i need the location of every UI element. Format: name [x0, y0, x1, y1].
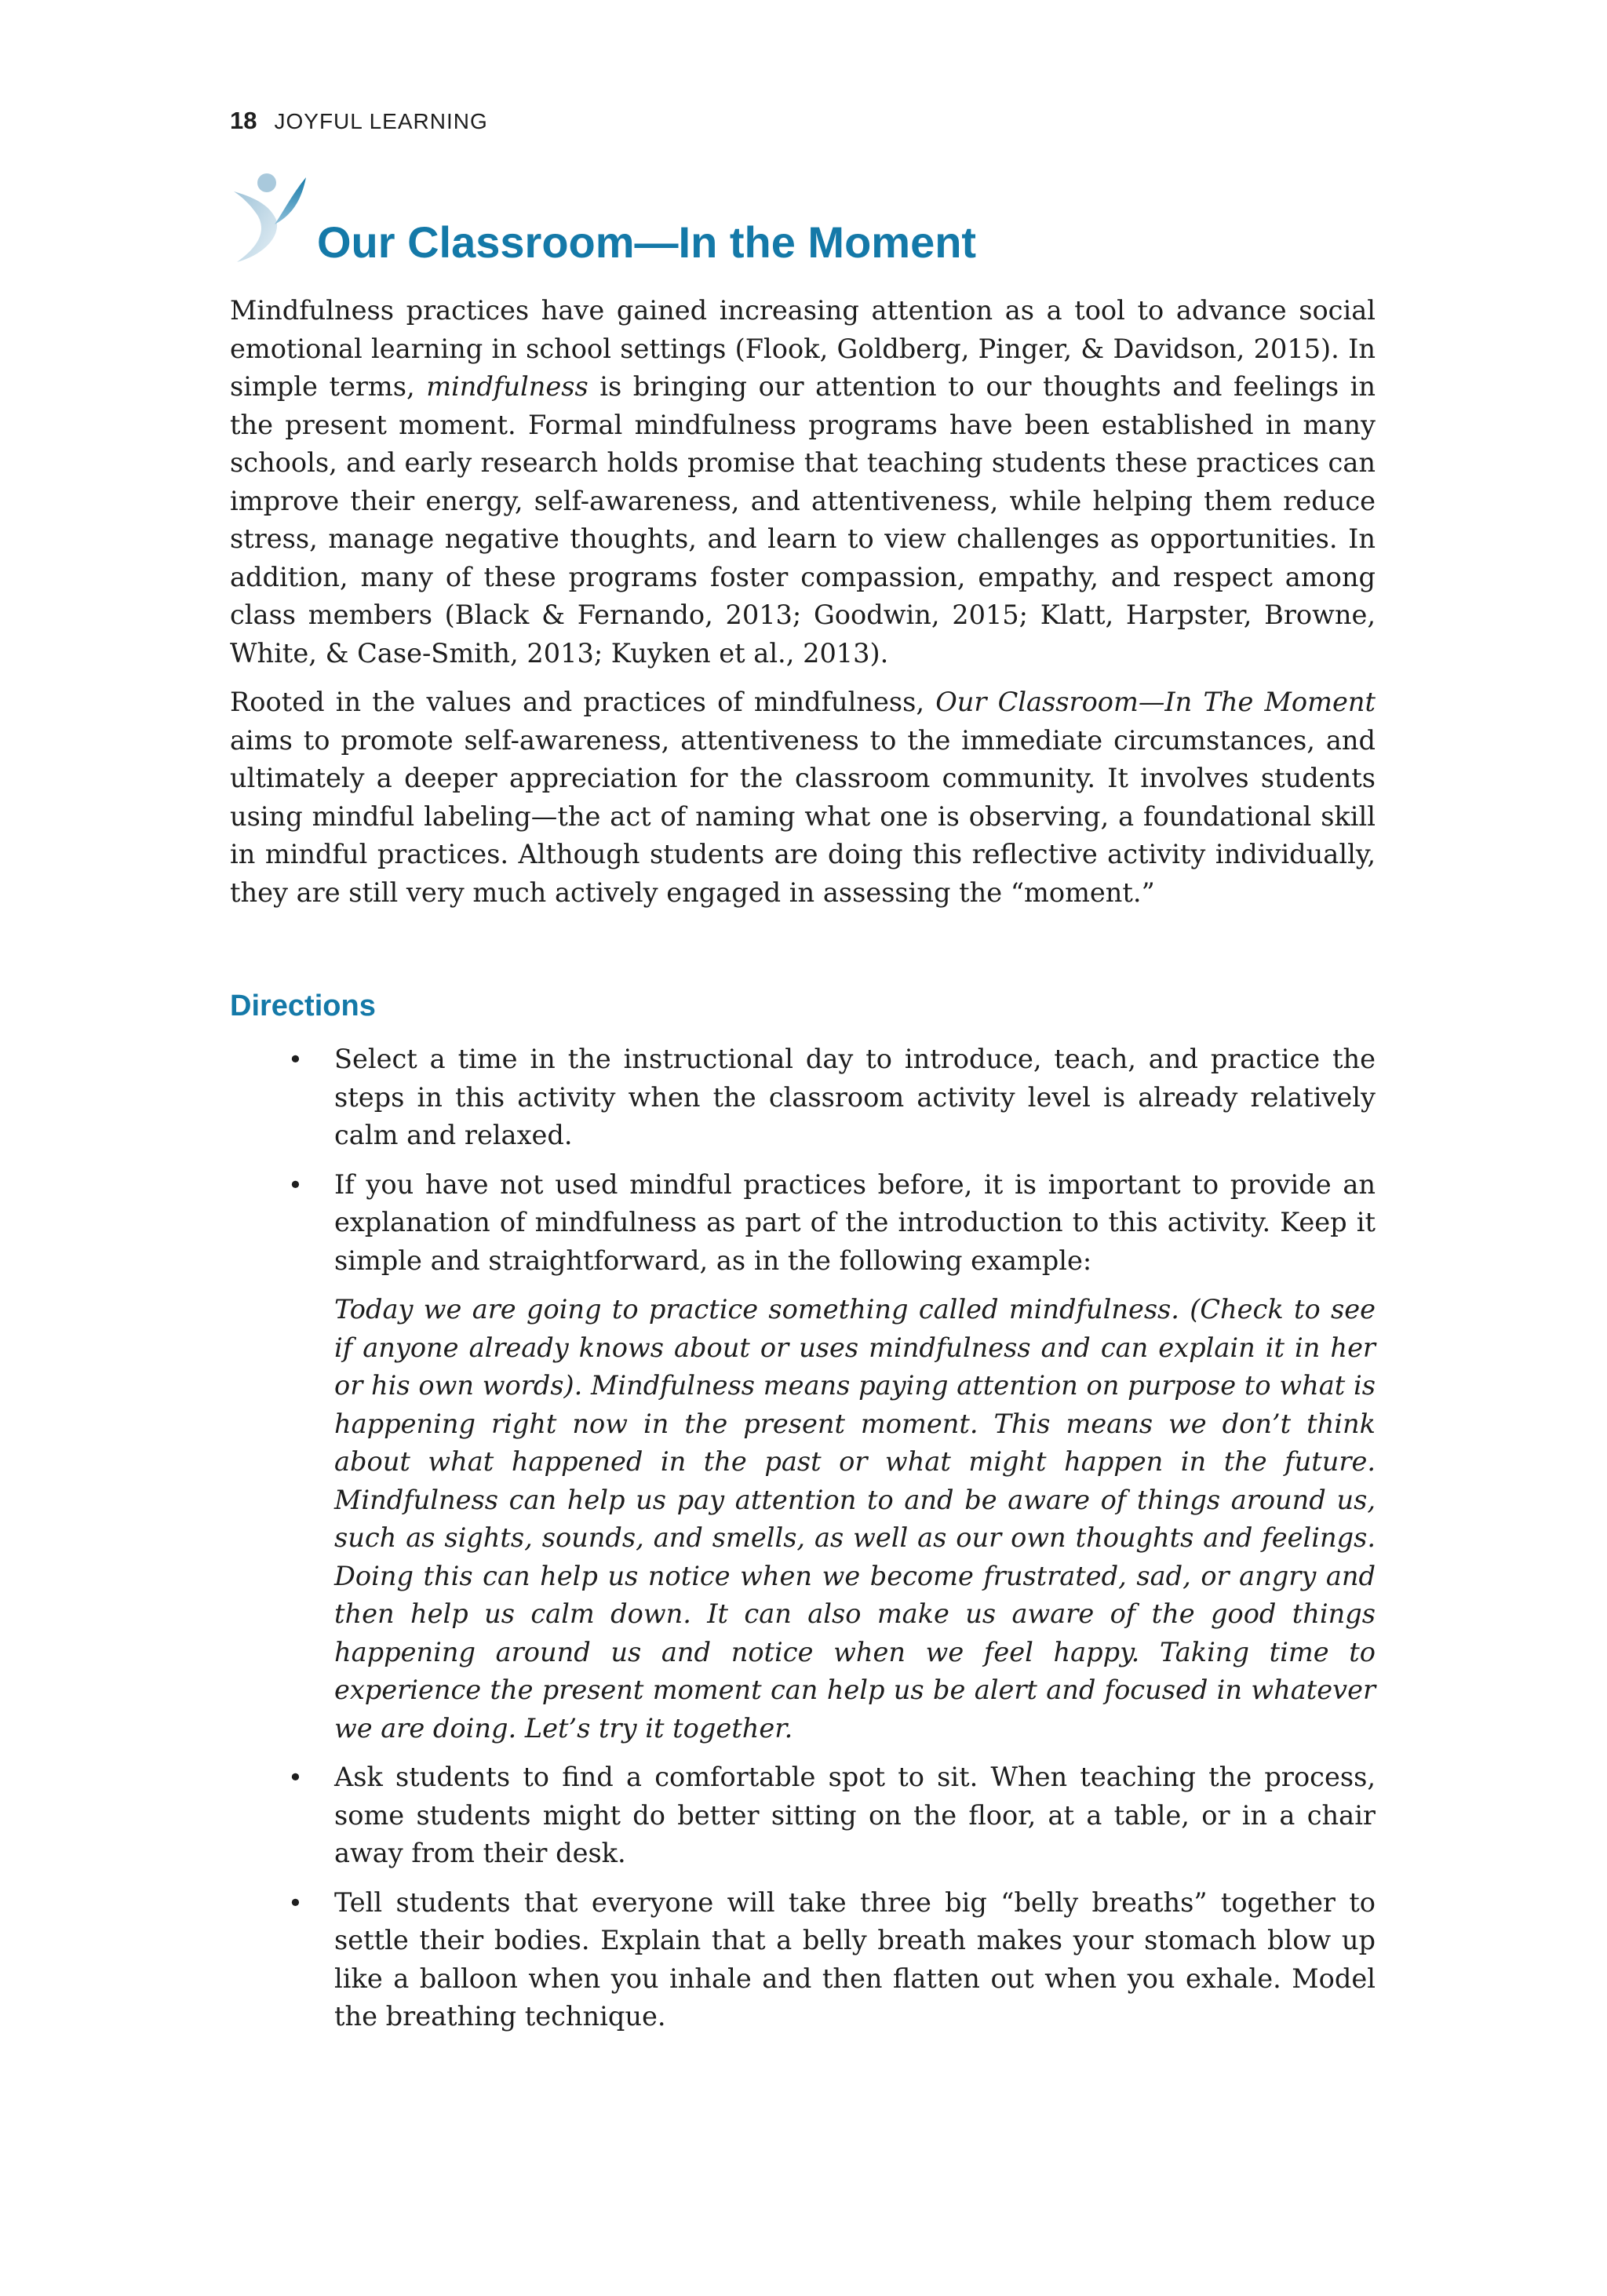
section-title: Our Classroom—In the Moment: [317, 217, 977, 267]
running-title: JOYFUL LEARNING: [274, 109, 488, 133]
bullet-icon: •: [288, 1762, 303, 1792]
page-body: [230, 292, 1376, 2047]
bullet-icon: •: [288, 1169, 303, 1200]
directions-list-continued: [230, 1758, 1376, 2036]
intro-paragraph: Mindfulness practices have gained increasing attention as a tool to advance social emotional learning in school settings (Flook, Goldberg, Pinger, & Davidson, 2015). In simple terms, mindfulness is bringing our attention to our thoughts and feelings in the present moment. Formal mindfulness programs have been established in many schools, and early research holds promise that teaching students these practices can improve their energy, self-awareness, and attentiveness, while helping them reduce stress, manage negative thoughts, and learn to view challenges as opportunities. In addition, many of these programs foster compassion, empathy, and respect among class members (Black & Fernando, 2013; Goodwin, 2015; Klatt, Harpster, Browne, White, & Case-Smith, 2013; Kuyken et al., 2013).: [230, 295, 1376, 669]
list-item: • Select a time in the instructional day to introduce, teach, and practice the steps in this activity when the classroom activity level is already relatively calm and relaxed.: [230, 1040, 1376, 1155]
directions-heading: Directions: [230, 989, 376, 1022]
bullet-icon: •: [288, 1044, 303, 1074]
defined-term: mindfulness: [426, 371, 589, 402]
running-head: [230, 107, 488, 135]
list-item: • Ask students to find a comfortable spot to sit. When teaching the process, some students might do better sitting on the floor, at a table, or in a chair away from their desk.: [230, 1758, 1376, 1873]
list-item: • Tell students that everyone will take three big “belly breaths” together to settle their bodies. Explain that a belly breath makes your stomach blow up like a balloon when you inhale and then flatten out when you exhale. Model the breathing technique.: [230, 1884, 1376, 2036]
directions-list: [230, 1040, 1376, 1280]
page-number: 18: [230, 107, 257, 134]
example-script: Today we are going to practice something called mindfulness. (Check to see if anyone already knows about or uses mindfulness and can explain it in her or his own words). Mindfulness means paying attention on purpose to what is happening right now in the present moment. This means we don’t think about what happened in the past or what might happen in the future. Mindfulness can help us pay attention to and be aware of things around us, such as sights, sounds, and smells, as well as our own thoughts and feelings. Doing this can help us notice when we become frustrated, sad, or angry and then help us calm down. It can also make us aware of the good things happening around us and notice when we feel happy. Taking time to experience the present moment can help us be alert and focused in whatever we are doing. Let’s try it together.: [334, 1294, 1376, 1744]
list-item: • If you have not used mindful practices before, it is important to provide an explanation of mindfulness as part of the introduction to this activity. Keep it simple and straightforward, as in the following example:: [230, 1166, 1376, 1281]
figure-reaching-logo-icon: [229, 169, 322, 265]
bullet-icon: •: [288, 1887, 303, 1918]
activity-title: Our Classroom—In The Moment: [935, 687, 1376, 717]
activity-paragraph: Rooted in the values and practices of mindfulness, Our Classroom—In The Moment aims to promote self-awareness, attentiveness to the immediate circumstances, and ultimately a deeper appreciation for the classroom community. It involves students using mindful labeling—the act of naming what one is observing, a foundational skill in mindful practices. Although students are doing this reflective activity individually, they are still very much actively engaged in assessing the “moment.”: [230, 687, 1376, 908]
